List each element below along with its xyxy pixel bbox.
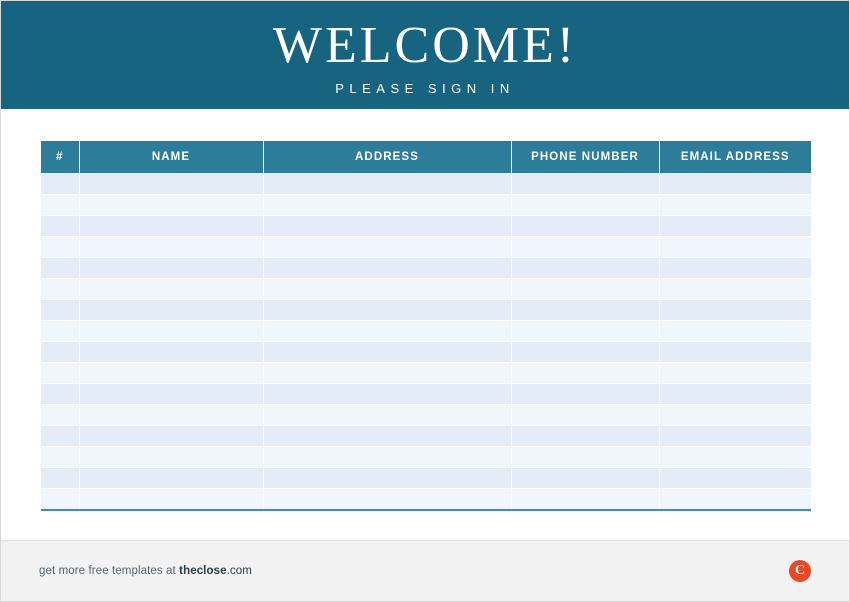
table-row <box>41 488 811 509</box>
table-cell-num[interactable] <box>41 362 79 383</box>
table-cell-num[interactable] <box>41 467 79 488</box>
table-cell-addr[interactable] <box>263 467 511 488</box>
signin-table <box>41 141 811 509</box>
table-cell-num[interactable] <box>41 215 79 236</box>
table-cell-name[interactable] <box>79 320 263 341</box>
table-cell-addr[interactable] <box>263 425 511 446</box>
table-cell-phone[interactable] <box>511 425 659 446</box>
table-cell-email[interactable] <box>659 383 811 404</box>
table-cell-name[interactable] <box>79 488 263 509</box>
table-cell-phone[interactable] <box>511 173 659 194</box>
table-cell-num[interactable] <box>41 173 79 194</box>
table-cell-name[interactable] <box>79 194 263 215</box>
table-cell-phone[interactable] <box>511 194 659 215</box>
page-title: WELCOME! <box>272 17 578 74</box>
table-cell-name[interactable] <box>79 467 263 488</box>
footer-brand-name: theclose <box>179 565 227 577</box>
table-cell-num[interactable] <box>41 404 79 425</box>
table-cell-email[interactable] <box>659 257 811 278</box>
table-cell-email[interactable] <box>659 215 811 236</box>
table-cell-name[interactable] <box>79 383 263 404</box>
table-cell-phone[interactable] <box>511 446 659 467</box>
table-cell-name[interactable] <box>79 404 263 425</box>
table-cell-name[interactable] <box>79 173 263 194</box>
theclose-logo-icon: C <box>789 560 811 582</box>
table-cell-num[interactable] <box>41 446 79 467</box>
footer-lead-text: get more free templates at <box>39 565 180 577</box>
table-cell-email[interactable] <box>659 404 811 425</box>
table-cell-num[interactable] <box>41 278 79 299</box>
table-row <box>41 173 811 194</box>
table-cell-addr[interactable] <box>263 320 511 341</box>
column-header-address: ADDRESS <box>263 141 511 173</box>
table-cell-phone[interactable] <box>511 257 659 278</box>
table-cell-name[interactable] <box>79 257 263 278</box>
table-row <box>41 467 811 488</box>
table-cell-email[interactable] <box>659 467 811 488</box>
table-cell-email[interactable] <box>659 488 811 509</box>
table-cell-num[interactable] <box>41 299 79 320</box>
table-cell-num[interactable] <box>41 320 79 341</box>
page-footer <box>1 540 849 601</box>
table-row <box>41 404 811 425</box>
table-cell-email[interactable] <box>659 194 811 215</box>
table-cell-phone[interactable] <box>511 236 659 257</box>
table-cell-name[interactable] <box>79 236 263 257</box>
table-cell-num[interactable] <box>41 236 79 257</box>
table-cell-addr[interactable] <box>263 488 511 509</box>
table-cell-addr[interactable] <box>263 446 511 467</box>
table-cell-addr[interactable] <box>263 341 511 362</box>
table-cell-addr[interactable] <box>263 404 511 425</box>
table-cell-name[interactable] <box>79 362 263 383</box>
table-row <box>41 215 811 236</box>
table-header-row-group <box>41 141 811 173</box>
table-body <box>41 173 811 509</box>
table-cell-phone[interactable] <box>511 404 659 425</box>
column-header-number: # <box>41 141 79 173</box>
table-cell-phone[interactable] <box>511 467 659 488</box>
table-cell-phone[interactable] <box>511 362 659 383</box>
column-header-phone: PHONE NUMBER <box>511 141 659 173</box>
table-cell-num[interactable] <box>41 341 79 362</box>
table-cell-name[interactable] <box>79 299 263 320</box>
table-cell-name[interactable] <box>79 278 263 299</box>
table-cell-addr[interactable] <box>263 215 511 236</box>
table-cell-phone[interactable] <box>511 488 659 509</box>
table-row <box>41 362 811 383</box>
signin-sheet <box>1 109 849 511</box>
signin-table-wrapper <box>41 141 811 511</box>
table-row <box>41 341 811 362</box>
table-row <box>41 257 811 278</box>
table-cell-email[interactable] <box>659 341 811 362</box>
table-cell-name[interactable] <box>79 446 263 467</box>
table-row <box>41 320 811 341</box>
table-cell-email[interactable] <box>659 236 811 257</box>
column-header-email: EMAIL ADDRESS <box>659 141 811 173</box>
table-cell-email[interactable] <box>659 362 811 383</box>
table-row <box>41 299 811 320</box>
table-row <box>41 425 811 446</box>
table-cell-addr[interactable] <box>263 383 511 404</box>
table-cell-addr[interactable] <box>263 173 511 194</box>
table-header-row <box>41 141 811 173</box>
table-cell-name[interactable] <box>79 215 263 236</box>
table-cell-phone[interactable] <box>511 215 659 236</box>
table-cell-phone[interactable] <box>511 341 659 362</box>
table-cell-num[interactable] <box>41 257 79 278</box>
table-row <box>41 278 811 299</box>
table-cell-num[interactable] <box>41 383 79 404</box>
table-cell-email[interactable] <box>659 173 811 194</box>
table-cell-email[interactable] <box>659 299 811 320</box>
table-cell-addr[interactable] <box>263 362 511 383</box>
table-cell-num[interactable] <box>41 425 79 446</box>
table-row <box>41 194 811 215</box>
table-cell-phone[interactable] <box>511 320 659 341</box>
table-cell-name[interactable] <box>79 425 263 446</box>
footer-brand-suffix: .com <box>226 565 252 577</box>
table-cell-addr[interactable] <box>263 236 511 257</box>
page-subtitle: PLEASE SIGN IN <box>335 81 515 96</box>
table-cell-addr[interactable] <box>263 194 511 215</box>
table-cell-phone[interactable] <box>511 383 659 404</box>
table-cell-addr[interactable] <box>263 278 511 299</box>
footer-credit <box>39 565 252 577</box>
column-header-name: NAME <box>79 141 263 173</box>
table-cell-addr[interactable] <box>263 257 511 278</box>
table-cell-email[interactable] <box>659 278 811 299</box>
table-cell-addr[interactable] <box>263 299 511 320</box>
table-cell-phone[interactable] <box>511 299 659 320</box>
table-cell-email[interactable] <box>659 320 811 341</box>
table-cell-name[interactable] <box>79 341 263 362</box>
table-cell-num[interactable] <box>41 488 79 509</box>
table-cell-phone[interactable] <box>511 278 659 299</box>
table-cell-num[interactable] <box>41 194 79 215</box>
table-row <box>41 446 811 467</box>
table-cell-email[interactable] <box>659 425 811 446</box>
table-cell-email[interactable] <box>659 446 811 467</box>
table-row <box>41 383 811 404</box>
table-row <box>41 236 811 257</box>
page-header <box>1 1 849 109</box>
